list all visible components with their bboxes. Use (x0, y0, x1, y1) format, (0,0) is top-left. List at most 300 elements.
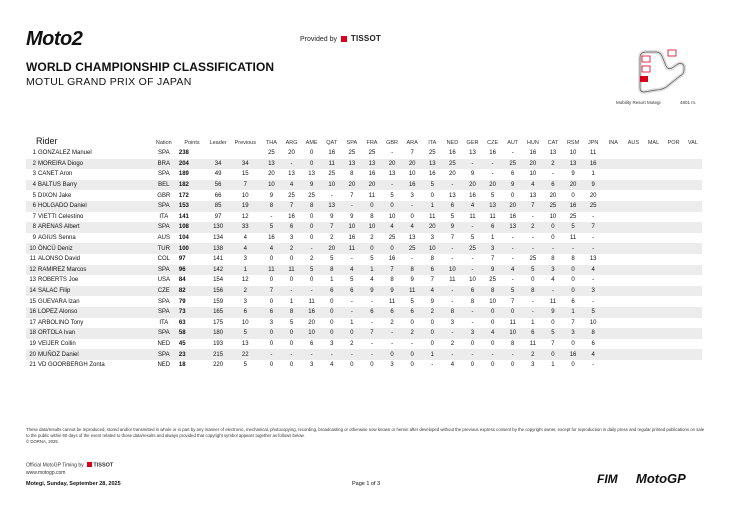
race-points-cell: - (592, 235, 595, 242)
table-row (26, 233, 702, 244)
race-points-cell: 0 (430, 340, 434, 347)
race-points-cell (603, 190, 623, 201)
race-points-cell (684, 169, 702, 180)
race-points-cell: 16 (268, 235, 275, 242)
race-points-cell (603, 328, 623, 339)
race-points-cell: 2 (390, 319, 394, 326)
points-cell: 45 (178, 340, 186, 347)
race-points-cell: 11 (402, 286, 422, 297)
race-points-cell: 0 (269, 340, 274, 347)
race-points-cell (623, 328, 643, 339)
race-points-cell: 8 (281, 307, 301, 318)
race-points-cell (643, 339, 663, 350)
motogp-logo-text: MotoGP (636, 471, 686, 486)
table-row (26, 169, 702, 180)
leader-gap-cell: 215 (207, 349, 229, 360)
race-points-cell (664, 296, 684, 307)
race-points-cell: 4 (422, 286, 442, 297)
disclaimer (26, 427, 706, 446)
race-points-cell (643, 201, 663, 212)
race-points-cell: 8 (261, 201, 281, 212)
race-points-cell: 20 (342, 180, 362, 191)
race-points-cell (664, 212, 684, 223)
race-points-cell: 13 (589, 256, 597, 263)
race-points-cell: 4 (583, 265, 603, 276)
race-points-cell: - (362, 349, 382, 360)
race-points-cell: 8 (302, 201, 322, 212)
points-cell: 108 (177, 222, 207, 233)
points-cell: 97 (178, 256, 186, 263)
nation-cell: SPA (158, 298, 170, 305)
previous-gap-cell: 5 (229, 328, 261, 339)
race-points-cell: 10 (469, 277, 476, 284)
race-points-cell: 6 (543, 180, 563, 191)
race-points-cell: 4 (462, 201, 482, 212)
race-points-cell: - (302, 286, 322, 297)
race-points-cell: - (342, 307, 362, 318)
race-points-cell: - (391, 150, 394, 157)
race-points-cell (623, 339, 643, 350)
table-row (26, 180, 702, 191)
race-points-cell: 0 (571, 192, 575, 199)
race-points-cell: 13 (549, 150, 557, 157)
race-points-cell: - (503, 243, 523, 254)
race-points-cell: - (583, 243, 603, 254)
race-points-cell (684, 190, 702, 201)
race-points-cell: 9 (330, 213, 334, 220)
race-points-cell (603, 169, 623, 180)
race-points-cell: - (330, 192, 333, 199)
race-points-cell (684, 148, 702, 159)
race-points-cell (684, 180, 702, 191)
table-row (26, 148, 702, 159)
race-points-cell: 16 (509, 213, 517, 220)
race-points-cell (603, 296, 623, 307)
rider-cell (26, 360, 151, 371)
race-points-cell: - (451, 298, 454, 305)
race-points-cell: 6 (511, 171, 515, 178)
table-row (26, 349, 702, 360)
rider-cell (26, 296, 151, 307)
race-points-cell (684, 159, 702, 170)
nation-cell: NED (157, 340, 171, 347)
race-points-cell: 4 (342, 265, 362, 276)
rider-position: 10 (29, 245, 36, 252)
rider-cell (26, 254, 151, 265)
race-points-cell (603, 212, 623, 223)
rider-name: RAMIREZ Marcos (38, 266, 87, 273)
rider-cell (26, 180, 151, 191)
column-header-race: CAT (547, 140, 559, 146)
race-points-cell: 11 (590, 150, 597, 157)
race-points-cell (684, 339, 702, 350)
points-cell: 141 (178, 213, 189, 220)
race-points-cell (643, 159, 663, 170)
race-points-cell: 6 (309, 340, 314, 347)
race-points-cell: 25 (402, 243, 422, 254)
race-points-cell (643, 169, 663, 180)
race-points-cell: - (531, 298, 534, 305)
race-points-cell: 11 (342, 243, 362, 254)
rider-cell (26, 233, 151, 244)
disclaimer-text: These data/results cannot be reproduced, stored and/or transmitted in whole or in part by any manner of electronic, mechanical, photocopying, recording, broadcasting or otherwise now known or herein after developed without the previous express consent by the copyright owner, except for reproduction in daily press and regular printed publications on sale to the public within 60 days of the event related to those data/results and always provided that copyright symbol appears together as follows below. (26, 427, 705, 439)
race-points-cell: 0 (370, 362, 374, 369)
race-points-cell: 0 (543, 349, 563, 360)
race-points-cell: 25 (462, 243, 482, 254)
race-points-cell: - (471, 319, 474, 326)
race-points-cell: 0 (269, 298, 274, 305)
race-points-cell: - (350, 256, 353, 263)
race-points-cell (643, 190, 663, 201)
race-points-cell: 16 (563, 201, 583, 212)
race-points-cell: 0 (330, 319, 334, 326)
race-points-cell: 1 (422, 201, 442, 212)
table-row (26, 296, 702, 307)
race-points-cell: 0 (269, 277, 274, 284)
race-points-cell (643, 286, 663, 297)
nation-cell: ITA (159, 319, 169, 326)
motogp-logo (636, 470, 700, 486)
race-points-cell: 13 (362, 159, 382, 170)
race-points-cell: 0 (330, 298, 334, 305)
rider-cell (26, 265, 151, 276)
race-points-cell: 4 (450, 362, 455, 369)
race-points-cell: 0 (531, 277, 535, 284)
table-row (26, 222, 702, 233)
race-points-cell: 25 (308, 192, 315, 199)
race-points-cell: 2 (422, 307, 442, 318)
race-points-cell: 0 (543, 222, 563, 233)
race-points-cell: 13 (529, 192, 537, 199)
race-points-cell: 11 (509, 319, 516, 326)
race-points-cell (664, 148, 684, 159)
previous-gap-cell: 19 (229, 201, 261, 212)
race-points-cell: 9 (571, 171, 575, 178)
race-points-cell: 6 (322, 286, 342, 297)
race-points-cell: 8 (551, 256, 555, 263)
race-points-cell (643, 222, 663, 233)
race-points-cell: 0 (571, 362, 575, 369)
race-points-cell: 16 (348, 235, 356, 242)
race-points-cell: 5 (330, 256, 334, 263)
race-points-cell (664, 265, 684, 276)
race-points-cell: 5 (390, 192, 394, 199)
race-points-cell (623, 180, 643, 191)
race-points-cell: 3 (390, 362, 394, 369)
race-points-cell (643, 212, 663, 223)
provided-by (300, 34, 381, 43)
rider-name: DIXON Jake (38, 192, 72, 199)
race-points-cell: 3 (531, 362, 535, 369)
rider-name: ALONSO David (38, 256, 81, 263)
race-points-cell: 7 (281, 201, 301, 212)
race-points-cell: 6 (483, 222, 503, 233)
race-points-cell (643, 180, 663, 191)
race-points-cell: 1 (350, 319, 354, 326)
race-points-cell (664, 233, 684, 244)
race-points-cell (664, 339, 684, 350)
table-row (26, 265, 702, 276)
rider-position: 5 (32, 192, 36, 199)
points-cell: 23 (177, 349, 207, 360)
race-points-cell: 20 (308, 319, 315, 326)
rider-name: LOPEZ Alonso (38, 309, 78, 316)
circuit-length: 4801 m. (680, 100, 697, 105)
race-points-cell: 8 (350, 171, 354, 178)
rider-position: 18 (29, 330, 36, 337)
race-points-cell (623, 222, 643, 233)
nation-cell: AUS (157, 235, 170, 242)
race-points-cell: - (471, 256, 474, 263)
column-header-race: ITA (428, 140, 437, 146)
timing-credit (26, 462, 113, 469)
column-header-race: ARG (285, 140, 298, 146)
race-points-cell: 0 (490, 362, 495, 369)
race-points-cell: 8 (583, 328, 603, 339)
race-points-cell (603, 275, 623, 286)
race-points-cell: 16 (368, 171, 376, 178)
tissot-logo-icon (87, 462, 92, 467)
race-points-cell: 5 (503, 286, 523, 297)
previous-gap-cell: 5 (243, 362, 247, 369)
race-points-cell (643, 307, 663, 318)
race-points-cell: - (462, 349, 482, 360)
race-points-cell: 8 (483, 286, 503, 297)
leader-gap-cell: 165 (207, 307, 229, 318)
race-points-cell: 9 (362, 286, 382, 297)
rider-position: 20 (29, 351, 36, 358)
race-points-cell: 0 (382, 349, 402, 360)
race-points-cell: 16 (328, 150, 336, 157)
rider-name: HOLGADO Daniel (38, 203, 87, 210)
table-row (26, 243, 702, 254)
race-points-cell: 9 (410, 277, 414, 284)
race-points-cell: 16 (302, 307, 322, 318)
race-points-cell: - (270, 213, 273, 220)
race-points-cell: 2 (350, 340, 354, 347)
race-points-cell (603, 233, 623, 244)
race-points-cell: 13 (483, 201, 503, 212)
column-header-race: GER (466, 140, 479, 146)
race-points-cell: 1 (563, 307, 583, 318)
points-cell: 58 (177, 328, 207, 339)
leader-gap-cell (207, 148, 229, 159)
race-points-cell: 11 (449, 277, 456, 284)
page-number: Page 1 of 3 (352, 481, 381, 487)
race-points-cell: 0 (430, 319, 434, 326)
points-cell: 238 (178, 150, 189, 157)
race-points-cell: 13 (308, 171, 315, 178)
race-points-cell: 11 (569, 235, 577, 242)
race-points-cell (684, 212, 702, 223)
race-points-cell: 0 (410, 362, 414, 369)
race-points-cell: 9 (302, 180, 322, 191)
race-points-cell: 25 (569, 213, 577, 220)
race-points-cell: 5 (470, 235, 475, 242)
rider-cell (26, 286, 151, 297)
table-body (26, 148, 702, 370)
column-header-race: AUT (507, 140, 519, 146)
race-points-cell: - (350, 298, 353, 305)
race-points-cell: - (382, 180, 402, 191)
race-points-cell: 4 (382, 222, 402, 233)
rider-cell (26, 222, 151, 233)
leader-gap-cell: 138 (207, 243, 229, 254)
race-points-cell: 25 (368, 150, 376, 157)
race-points-cell: 0 (382, 201, 402, 212)
race-points-cell (664, 318, 684, 329)
race-points-cell: 1 (591, 171, 595, 178)
race-points-cell: 5 (450, 213, 455, 220)
race-points-cell: 10 (589, 319, 597, 326)
race-points-cell: 13 (503, 222, 523, 233)
race-points-cell (623, 254, 643, 265)
race-points-cell: 6 (402, 307, 422, 318)
race-points-cell: 8 (390, 277, 394, 284)
race-points-cell: 7 (410, 150, 414, 157)
column-header-race: RSM (566, 140, 580, 146)
track-map-icon (626, 44, 690, 96)
table-header-row (26, 130, 702, 148)
race-points-cell: 0 (490, 340, 495, 347)
race-points-cell: 8 (511, 340, 515, 347)
rider-position: 4 (32, 182, 36, 189)
race-points-cell (643, 275, 663, 286)
sponsor-name: TISSOT (350, 34, 381, 43)
race-points-cell: 7 (362, 328, 382, 339)
race-points-cell: 5 (490, 192, 495, 199)
provided-by-label: Provided by (300, 36, 337, 43)
race-points-cell: 2 (523, 222, 543, 233)
race-points-cell: 0 (402, 349, 422, 360)
race-points-cell: 0 (269, 362, 274, 369)
race-points-cell: 0 (289, 340, 294, 347)
race-points-cell (664, 286, 684, 297)
rider-cell (26, 339, 151, 350)
nation-cell: SPA (151, 201, 177, 212)
race-points-cell: 3 (543, 265, 563, 276)
race-points-cell: 7 (551, 340, 555, 347)
previous-gap-cell: 4 (229, 243, 261, 254)
previous-gap-cell: 13 (241, 340, 249, 347)
race-points-cell: 6 (382, 307, 402, 318)
race-points-cell: - (592, 298, 595, 305)
race-points-cell (684, 349, 702, 360)
race-points-cell: 9 (483, 265, 503, 276)
previous-gap-cell: 33 (229, 222, 261, 233)
points-cell: 204 (177, 159, 207, 170)
race-points-cell: 2 (543, 159, 563, 170)
column-header-race: HUN (526, 140, 539, 146)
race-points-cell: 20 (449, 171, 456, 178)
race-points-cell: 0 (503, 307, 523, 318)
column-header-race: AUS (627, 140, 640, 146)
race-points-cell (664, 360, 684, 371)
race-points-cell: - (531, 235, 534, 242)
race-points-cell: 5 (302, 265, 322, 276)
race-points-cell: 10 (408, 171, 416, 178)
race-points-cell: 0 (309, 150, 314, 157)
race-points-cell: 4 (330, 362, 334, 369)
race-points-cell (684, 307, 702, 318)
column-header-race: VAL (687, 140, 698, 146)
column-header-race: THA (265, 140, 277, 146)
race-points-cell: 2 (281, 243, 301, 254)
rider-name: VEIJER Collin (38, 340, 76, 347)
leader-gap-cell: 130 (207, 222, 229, 233)
race-points-cell: 20 (268, 171, 275, 178)
race-points-cell: - (442, 349, 462, 360)
race-points-cell (623, 286, 643, 297)
race-points-cell: 20 (462, 180, 482, 191)
fim-logo-text: FIM (597, 472, 618, 486)
race-points-cell: 7 (450, 235, 455, 242)
rider-name: GUEVARA Izan (38, 298, 80, 305)
race-points-cell: 11 (388, 298, 396, 305)
race-points-cell (603, 243, 623, 254)
race-points-cell: - (281, 286, 301, 297)
race-points-cell: 0 (302, 222, 322, 233)
points-cell: 100 (177, 243, 207, 254)
race-points-cell: 20 (503, 201, 523, 212)
race-points-cell: 25 (442, 159, 462, 170)
race-points-cell: 11 (322, 159, 342, 170)
website-link[interactable]: www.motogp.com (26, 470, 66, 476)
race-points-cell: 25 (288, 192, 295, 199)
race-points-cell: 3 (289, 235, 294, 242)
table-row (26, 307, 702, 318)
race-points-cell: 0 (410, 213, 414, 220)
race-points-cell: 16 (402, 180, 422, 191)
race-points-cell: 13 (288, 171, 295, 178)
race-points-cell: - (523, 307, 543, 318)
race-points-cell (664, 180, 684, 191)
race-points-cell: 7 (511, 298, 515, 305)
race-points-cell: 0 (470, 340, 475, 347)
race-points-cell (643, 296, 663, 307)
nation-cell: SPA (151, 265, 177, 276)
race-points-cell: 3 (462, 328, 482, 339)
nation-cell: SPA (158, 171, 170, 178)
page-subtitle: MOTUL GRAND PRIX OF JAPAN (26, 76, 192, 88)
race-points-cell: 13 (449, 192, 456, 199)
race-points-cell: 0 (563, 265, 583, 276)
previous-gap-cell: 1 (229, 265, 261, 276)
race-points-cell: 0 (470, 362, 475, 369)
race-points-cell: 1 (551, 362, 555, 369)
race-points-cell: 0 (281, 328, 301, 339)
race-points-cell: 0 (302, 159, 322, 170)
leader-gap-cell: 175 (213, 319, 224, 326)
race-points-cell: 0 (422, 328, 442, 339)
previous-gap-cell: 2 (229, 286, 261, 297)
race-points-cell: 20 (422, 222, 442, 233)
race-points-cell: 6 (281, 222, 301, 233)
race-points-cell: 7 (261, 286, 281, 297)
race-points-cell: 11 (368, 192, 376, 199)
race-points-cell: 16 (428, 171, 436, 178)
race-points-cell: 10 (302, 328, 322, 339)
race-points-cell: 0 (490, 319, 495, 326)
race-points-cell (643, 254, 663, 265)
race-points-cell: 20 (402, 159, 422, 170)
race-points-cell (643, 233, 663, 244)
rider-name: VIETTI Celestino (38, 213, 84, 220)
table-row (26, 159, 702, 170)
race-points-cell (684, 265, 702, 276)
table-row (26, 360, 702, 371)
leader-gap-cell: 141 (213, 256, 224, 263)
